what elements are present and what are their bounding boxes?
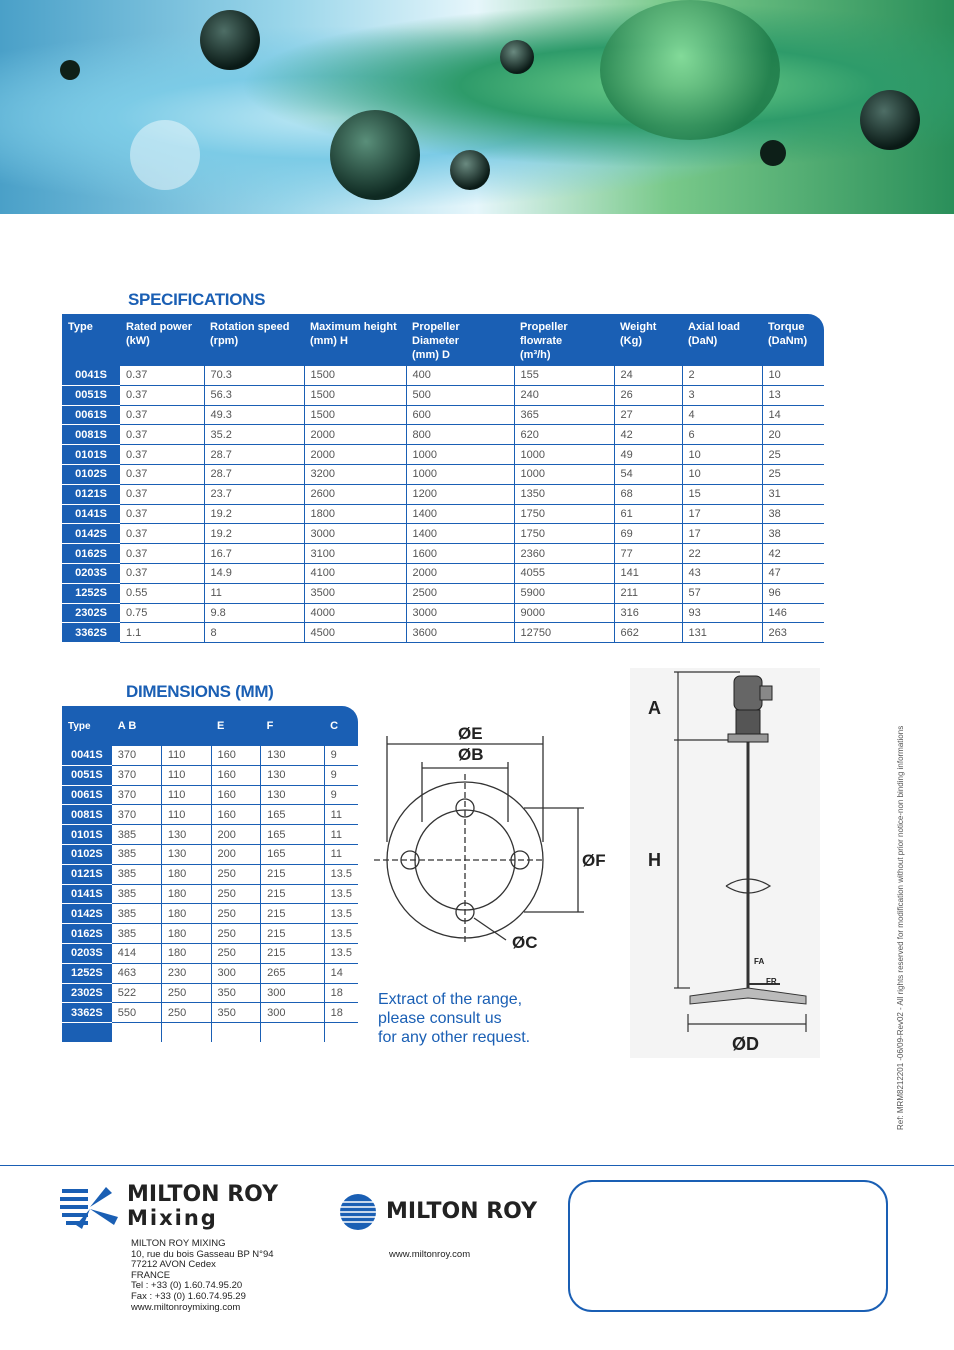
spec-header-cell: Rotation speed (rpm) [204,314,304,366]
spec-cell: 0.37 [120,544,204,564]
dim-empty-cell [261,1023,324,1042]
spec-cell: 400 [406,366,514,385]
spec-cell: 620 [514,425,614,445]
spec-cell: 77 [614,544,682,564]
spec-cell: 3600 [406,623,514,643]
dim-cell: 180 [161,943,211,963]
spec-header-cell: Propeller flowrate (m³/h) [514,314,614,366]
dim-cell: 215 [261,864,324,884]
spec-row [62,425,824,445]
spec-row [62,445,824,465]
spec-cell: 3200 [304,464,406,484]
mixer-label-h: H [648,850,661,870]
spec-cell: 155 [514,366,614,385]
dim-cell: 14 [324,963,358,983]
dim-cell: 9 [324,765,358,785]
dim-header-cell: C [324,706,358,746]
spec-row [62,366,824,385]
spec-cell: 28.7 [204,445,304,465]
specifications-title: SPECIFICATIONS [128,290,266,309]
spec-row [62,563,824,583]
spec-cell: 1500 [304,385,406,405]
extract-line: please consult us [378,1010,502,1027]
dim-cell: 165 [261,844,324,864]
spec-cell: 17 [682,504,762,524]
dim-empty-cell [211,1023,261,1042]
spec-cell: 14 [762,405,824,425]
spec-cell: 54 [614,464,682,484]
spec-header-cell: Type [62,314,120,366]
dim-type-cell: 0102S [62,844,112,864]
spec-type-cell: 0101S [62,445,120,465]
dim-cell: 550 [112,1003,162,1023]
dim-cell: 370 [112,765,162,785]
dim-cell: 250 [211,884,261,904]
spec-cell: 2000 [304,445,406,465]
spec-cell: 19.2 [204,504,304,524]
dim-cell: 522 [112,983,162,1003]
dim-type-cell: 0081S [62,805,112,825]
dim-cell: 370 [112,785,162,805]
dim-type-cell: 1252S [62,963,112,983]
spec-row [62,385,824,405]
spec-cell: 316 [614,603,682,623]
dim-cell: 13.5 [324,884,358,904]
spec-cell: 93 [682,603,762,623]
spec-cell: 1600 [406,544,514,564]
dim-cell: 110 [161,765,211,785]
dim-cell: 180 [161,924,211,944]
dim-cell: 11 [324,825,358,845]
address-line: Tel : +33 (0) 1.60.74.95.20 [131,1280,243,1292]
spec-cell: 365 [514,405,614,425]
dim-cell: 11 [324,805,358,825]
dim-row [62,825,358,845]
spec-cell: 1750 [514,504,614,524]
spec-cell: 3000 [304,524,406,544]
spec-cell: 16.7 [204,544,304,564]
spec-row [62,405,824,425]
dim-row [62,943,358,963]
mixer-label-a: A [648,698,661,718]
spec-cell: 4000 [304,603,406,623]
dim-cell: 300 [211,963,261,983]
spec-cell: 25 [762,445,824,465]
dim-type-cell: 0121S [62,864,112,884]
spec-cell: 4055 [514,563,614,583]
dim-row [62,1003,358,1023]
spec-cell: 3100 [304,544,406,564]
dim-cell: 215 [261,884,324,904]
flange-label-b: ØB [458,745,484,764]
dim-header-cell: F [261,706,324,746]
spec-row [62,504,824,524]
address-line: 10, rue du bois Gasseau BP N°94 [131,1248,274,1260]
logo1-line1: MILTON ROY [127,1182,279,1207]
spec-type-cell: 2302S [62,603,120,623]
spec-cell: 38 [762,504,824,524]
dim-empty-cell [324,1023,358,1042]
dim-cell: 215 [261,904,324,924]
dim-cell: 250 [161,983,211,1003]
dim-type-cell: 0142S [62,904,112,924]
dimensions-title: DIMENSIONS (MM) [126,682,274,701]
spec-cell: 5900 [514,583,614,603]
spec-cell: 20 [762,425,824,445]
spec-cell: 19.2 [204,524,304,544]
dim-type-cell: 0061S [62,785,112,805]
spec-cell: 662 [614,623,682,643]
spec-cell: 9.8 [204,603,304,623]
spec-cell: 1500 [304,366,406,385]
spec-cell: 10 [762,366,824,385]
dim-cell: 11 [324,844,358,864]
spec-cell: 0.37 [120,445,204,465]
spec-cell: 25 [762,464,824,484]
dim-cell: 13.5 [324,943,358,963]
dim-row [62,746,358,765]
spec-header-cell: Axial load (DaN) [682,314,762,366]
dim-cell: 385 [112,825,162,845]
spec-cell: 211 [614,583,682,603]
spec-cell: 12750 [514,623,614,643]
dim-type-cell: 0141S [62,884,112,904]
dim-empty-row [62,1023,358,1042]
dim-header-cell: Type [62,706,112,746]
dim-cell: 110 [161,746,211,765]
logo1-line2: Mixing [127,1206,218,1230]
spec-cell: 3500 [304,583,406,603]
spec-cell: 49 [614,445,682,465]
dim-cell: 385 [112,864,162,884]
dim-header-row [62,706,358,746]
dim-cell: 130 [261,746,324,765]
spec-type-cell: 0102S [62,464,120,484]
spec-cell: 0.37 [120,405,204,425]
spec-type-cell: 0162S [62,544,120,564]
spec-cell: 0.37 [120,385,204,405]
dim-type-cell: 0051S [62,765,112,785]
spec-cell: 0.37 [120,504,204,524]
spec-type-cell: 0081S [62,425,120,445]
dim-cell: 165 [261,805,324,825]
footer-blank-box [568,1180,888,1312]
dim-cell: 350 [211,983,261,1003]
address-line: FRANCE [131,1269,171,1281]
dim-cell: 165 [261,825,324,845]
dim-cell: 160 [211,785,261,805]
spec-cell: 27 [614,405,682,425]
dim-cell: 250 [211,864,261,884]
spec-cell: 38 [762,524,824,544]
spec-cell: 22 [682,544,762,564]
mixer-diagram [630,668,820,1058]
milton-roy-mixing-logo-icon [58,1183,124,1231]
spec-cell: 15 [682,484,762,504]
dim-cell: 370 [112,746,162,765]
spec-row [62,623,824,643]
spec-row [62,544,824,564]
flange-label-e: ØE [458,724,483,743]
spec-header-cell: Maximum height (mm) H [304,314,406,366]
logo2-text: MILTON ROY [386,1199,538,1224]
dim-cell: 130 [261,765,324,785]
dimensions-table [62,706,358,1042]
spec-cell: 42 [762,544,824,564]
dim-cell: 180 [161,864,211,884]
spec-cell: 61 [614,504,682,524]
dim-cell: 130 [261,785,324,805]
dim-cell: 9 [324,746,358,765]
spec-cell: 0.37 [120,563,204,583]
spec-type-cell: 3362S [62,623,120,643]
spec-cell: 2500 [406,583,514,603]
spec-cell: 17 [682,524,762,544]
spec-cell: 131 [682,623,762,643]
dim-cell: 130 [161,844,211,864]
dim-cell: 13.5 [324,864,358,884]
spec-cell: 49.3 [204,405,304,425]
dim-row [62,983,358,1003]
spec-cell: 1800 [304,504,406,524]
dim-type-cell: 2302S [62,983,112,1003]
spec-header-cell: Propeller Diameter (mm) D [406,314,514,366]
dim-header-cell [161,706,211,746]
dim-cell: 265 [261,963,324,983]
spec-cell: 0.37 [120,484,204,504]
flange-label-c: ØC [512,933,538,952]
dim-row [62,884,358,904]
dim-cell: 385 [112,924,162,944]
dim-cell: 200 [211,825,261,845]
spec-cell: 1750 [514,524,614,544]
dim-cell: 160 [211,805,261,825]
spec-header-cell: Rated power (kW) [120,314,204,366]
spec-cell: 56.3 [204,385,304,405]
spec-cell: 69 [614,524,682,544]
spec-cell: 42 [614,425,682,445]
spec-cell: 6 [682,425,762,445]
spec-cell: 1400 [406,524,514,544]
dim-cell: 110 [161,785,211,805]
spec-cell: 0.37 [120,366,204,385]
spec-row [62,583,824,603]
spec-cell: 141 [614,563,682,583]
dim-cell: 200 [211,844,261,864]
extract-line: Extract of the range, [378,991,523,1008]
spec-cell: 10 [682,464,762,484]
header-banner-image [0,0,954,214]
dim-cell: 160 [211,765,261,785]
spec-row [62,524,824,544]
spec-type-cell: 0121S [62,484,120,504]
spec-type-cell: 0142S [62,524,120,544]
mixer-label-fr: FR [766,977,777,986]
spec-row [62,603,824,623]
address-line[interactable]: www.miltonroymixing.com [131,1301,241,1313]
spec-cell: 57 [682,583,762,603]
spec-cell: 31 [762,484,824,504]
footer-website[interactable]: www.miltonroy.com [389,1249,471,1260]
dim-row [62,924,358,944]
spec-cell: 96 [762,583,824,603]
dim-header-cell: A B [112,706,162,746]
dim-row [62,765,358,785]
dim-cell: 250 [211,904,261,924]
dim-cell: 300 [261,983,324,1003]
dim-cell: 9 [324,785,358,805]
spec-cell: 2000 [304,425,406,445]
dim-cell: 180 [161,904,211,924]
dim-cell: 370 [112,805,162,825]
spec-cell: 1000 [514,445,614,465]
dim-cell: 130 [161,825,211,845]
dim-cell: 350 [211,1003,261,1023]
spec-cell: 9000 [514,603,614,623]
dim-cell: 385 [112,884,162,904]
extract-line: for any other request. [378,1029,531,1046]
spec-type-cell: 0051S [62,385,120,405]
spec-type-cell: 0141S [62,504,120,524]
flange-label-f: ØF [582,851,606,870]
spec-type-cell: 1252S [62,583,120,603]
spec-cell: 263 [762,623,824,643]
address-line: 77212 AVON Cedex [131,1259,216,1271]
dim-type-cell: 0162S [62,924,112,944]
dim-type-cell: 0041S [62,746,112,765]
spec-cell: 8 [204,623,304,643]
dim-cell: 13.5 [324,904,358,924]
dim-type-cell: 0203S [62,943,112,963]
mixer-label-d: ØD [732,1034,759,1054]
spec-cell: 4100 [304,563,406,583]
dim-row [62,844,358,864]
dim-type-cell: 0101S [62,825,112,845]
spec-cell: 0.37 [120,425,204,445]
footer-divider [0,1165,954,1166]
spec-cell: 2 [682,366,762,385]
dim-cell: 230 [161,963,211,983]
address-line: Fax : +33 (0) 1.60.74.95.29 [131,1290,246,1302]
dim-cell: 414 [112,943,162,963]
spec-header-row [62,314,824,366]
dim-cell: 18 [324,1003,358,1023]
spec-cell: 11 [204,583,304,603]
spec-header-cell: Torque (DaNm) [762,314,824,366]
spec-cell: 2000 [406,563,514,583]
spec-header-cell: Weight (Kg) [614,314,682,366]
dim-cell: 385 [112,844,162,864]
spec-cell: 24 [614,366,682,385]
dim-cell: 250 [161,1003,211,1023]
milton-roy-globe-icon [338,1192,378,1232]
spec-cell: 23.7 [204,484,304,504]
spec-type-cell: 0203S [62,563,120,583]
spec-cell: 1000 [406,445,514,465]
dim-cell: 180 [161,884,211,904]
dim-cell: 250 [211,924,261,944]
spec-cell: 13 [762,385,824,405]
extract-note [378,990,530,1047]
spec-cell: 2360 [514,544,614,564]
dim-cell: 13.5 [324,924,358,944]
dim-cell: 215 [261,943,324,963]
spec-cell: 600 [406,405,514,425]
address-line: MILTON ROY MIXING [131,1238,226,1249]
dim-row [62,904,358,924]
spec-cell: 240 [514,385,614,405]
spec-cell: 3 [682,385,762,405]
spec-row [62,484,824,504]
spec-cell: 1500 [304,405,406,425]
dim-row [62,864,358,884]
dim-cell: 463 [112,963,162,983]
spec-cell: 1000 [406,464,514,484]
spec-cell: 0.55 [120,583,204,603]
spec-cell: 35.2 [204,425,304,445]
vertical-reference: Ref: MRM8212201 -06/09-Rev02 - All rights reserved for modification without prior notice-non binding informations [896,725,905,1130]
dim-row [62,805,358,825]
dim-row [62,963,358,983]
spec-cell: 14.9 [204,563,304,583]
spec-type-cell: 0061S [62,405,120,425]
flange-diagram [374,722,614,982]
spec-cell: 4500 [304,623,406,643]
spec-cell: 0.37 [120,464,204,484]
spec-cell: 4 [682,405,762,425]
spec-cell: 43 [682,563,762,583]
dim-empty-cell [161,1023,211,1042]
dim-cell: 215 [261,924,324,944]
spec-cell: 1200 [406,484,514,504]
spec-cell: 1350 [514,484,614,504]
spec-row [62,464,824,484]
spec-cell: 1400 [406,504,514,524]
dim-cell: 110 [161,805,211,825]
mixer-label-fa: FA [754,957,765,966]
spec-cell: 1000 [514,464,614,484]
spec-cell: 28.7 [204,464,304,484]
dim-cell: 18 [324,983,358,1003]
spec-cell: 68 [614,484,682,504]
spec-cell: 0.75 [120,603,204,623]
dim-cell: 160 [211,746,261,765]
spec-cell: 2600 [304,484,406,504]
spec-type-cell: 0041S [62,366,120,385]
dim-cell: 300 [261,1003,324,1023]
spec-cell: 800 [406,425,514,445]
dim-cell: 385 [112,904,162,924]
spec-cell: 70.3 [204,366,304,385]
spec-cell: 3000 [406,603,514,623]
dim-cell: 250 [211,943,261,963]
dim-empty-cell [62,1023,112,1042]
footer-address [131,1239,274,1313]
specifications-table [62,314,824,643]
spec-cell: 500 [406,385,514,405]
spec-cell: 47 [762,563,824,583]
spec-cell: 26 [614,385,682,405]
spec-cell: 146 [762,603,824,623]
spec-cell: 0.37 [120,524,204,544]
spec-cell: 1.1 [120,623,204,643]
dim-empty-cell [112,1023,162,1042]
dim-row [62,785,358,805]
dim-type-cell: 3362S [62,1003,112,1023]
dim-header-cell: E [211,706,261,746]
spec-cell: 10 [682,445,762,465]
